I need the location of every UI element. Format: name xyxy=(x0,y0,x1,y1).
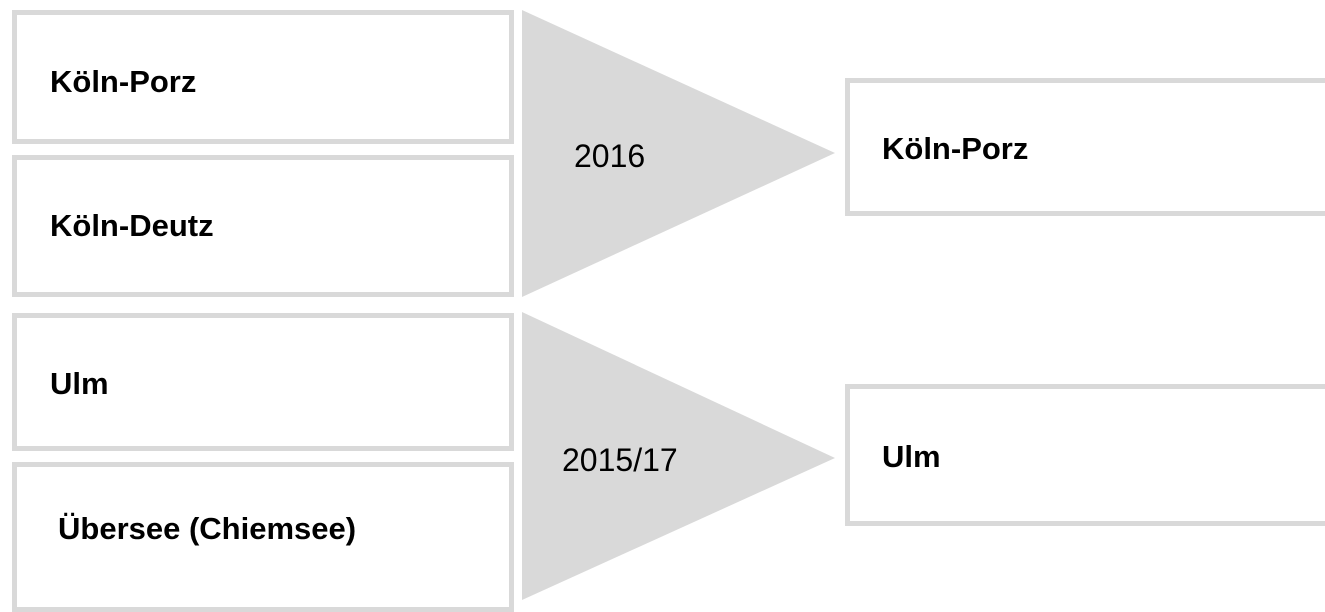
result-label-koeln-porz: Köln-Porz xyxy=(882,131,1029,166)
source-label-koeln-deutz: Köln-Deutz xyxy=(50,208,214,243)
source-label-uebersee: Übersee (Chiemsee) xyxy=(58,511,357,546)
result-label-ulm: Ulm xyxy=(882,439,941,474)
source-label-koeln-porz: Köln-Porz xyxy=(50,64,197,99)
source-label-ulm: Ulm xyxy=(50,366,109,401)
year-label-group-2: 2015/17 xyxy=(562,442,678,478)
year-label-group-1: 2016 xyxy=(574,138,646,174)
merge-arrow-group-1 xyxy=(522,10,835,297)
